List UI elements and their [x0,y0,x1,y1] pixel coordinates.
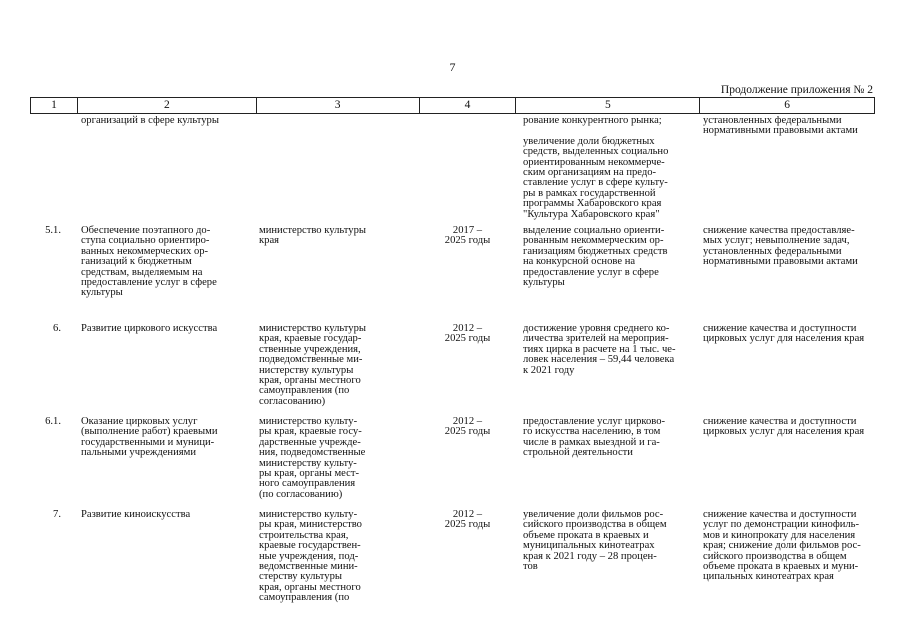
executor-cell [256,116,419,220]
table-row [30,226,875,299]
header-col-2: 2 [78,98,257,113]
result-cell: увеличение доли фильмов рос- сийского производства в общем объеме проката в краевых и муниципальных кинотеатрах края к 2021 году – 28 процен- тов [523,509,667,573]
period-cell: 2012 – 2025 годы [444,509,491,531]
executor-cell: министерство культу- ры края, министерство строительства края, краевые государствен- ные учреждения, под- ведомственные мини- стерству культуры края, органы местного самоуправления (по [259,509,362,604]
period-cell: 2012 – 2025 годы [444,323,491,345]
row-number: 7. [53,509,61,520]
header-col-4: 4 [420,98,517,113]
activity-cell: организаций в сфере культуры [81,115,219,126]
header-col-1: 1 [31,98,78,113]
table-row [30,510,875,604]
period-cell [419,116,516,220]
row-number: 5.1. [45,225,61,236]
table-header [30,97,875,114]
result-cell: предоставление услуг цирково- го искусства населению, в том числе в рамках выездной и га- строльной деятельности [523,416,666,459]
consequence-cell: снижение качества и доступности цирковых услуг для населения края [703,323,865,345]
header-col-5: 5 [516,98,700,113]
activity-cell: Обеспечение поэтапного до- ступа социально ориентиро- ванных некоммерческих ор- ганизаций к бюджетным средствам, выделяемым на предоставление услуг в сфере культуры [81,225,217,299]
period-cell: 2017 – 2025 годы [444,225,491,247]
continuation-label: Продолжение приложения № 2 [720,84,873,96]
table-row [30,417,875,500]
table-row [30,324,875,407]
header-col-6: 6 [700,98,875,113]
activity-cell: Развитие киноискусства [81,509,191,520]
row-number: 6.1. [45,416,61,427]
header-col-3: 3 [257,98,420,113]
row-number [30,116,77,220]
result-cell: достижение уровня среднего ко- личества зрителей на мероприя- тиях цирка в расчете на 1 тыс. че- ловек населения – 59,44 человека к 2021 году [523,323,676,376]
executor-cell: министерство культу- ры края, краевые госу- дарственные учрежде- ния, подведомственные министерству культу- ры края, органы мест- ного самоуправления (по согласованию) [259,416,366,500]
consequence-cell: снижение качества и доступности услуг по демонстрации кинофиль- мов и кинопрокату для населения края; снижение доли фильмов рос- сийского производства в общем объеме проката в краевых и муни- ципальных кинотеатрах края [703,509,861,583]
executor-cell: министерство культуры края, краевые государ- ственные учреждения, подведомственные ми- нистерству культуры края, органы местного самоуправления (по согласованию) [259,323,366,407]
row-number: 6. [53,323,61,334]
consequence-cell: снижение качества предоставляе- мых услуг; невыполнение задач, установленных федеральными нормативными правовыми актами [703,225,858,268]
executor-cell: министерство культуры края [259,225,366,247]
period-cell: 2012 – 2025 годы [444,416,491,438]
result-cell: выделение социально ориенти- рованным некоммерческим ор- ганизациям бюджетных средств на конкурсной основе на предоставление услуг в сфере культуры [523,225,668,289]
consequence-cell: установленных федеральными нормативными правовыми актами [703,115,858,137]
activity-cell: Оказание цирковых услуг (выполнение работ) краевыми государственными и муници- пальными учреждениями [81,416,218,459]
page-number: 7 [449,60,456,74]
consequence-cell: снижение качества и доступности цирковых услуг для населения края [703,416,865,438]
table-row [30,116,875,220]
result-cell: рование конкурентного рынка; увеличение доли бюджетных средств, выделенных социально ориентированным некоммерче- ским организациям на предо- ставление услуг в сфере культу- ры в рамках государственной программы Хабаровского края "Культура Хабаровского края" [523,115,669,220]
activity-cell: Развитие циркового искусства [81,323,218,334]
